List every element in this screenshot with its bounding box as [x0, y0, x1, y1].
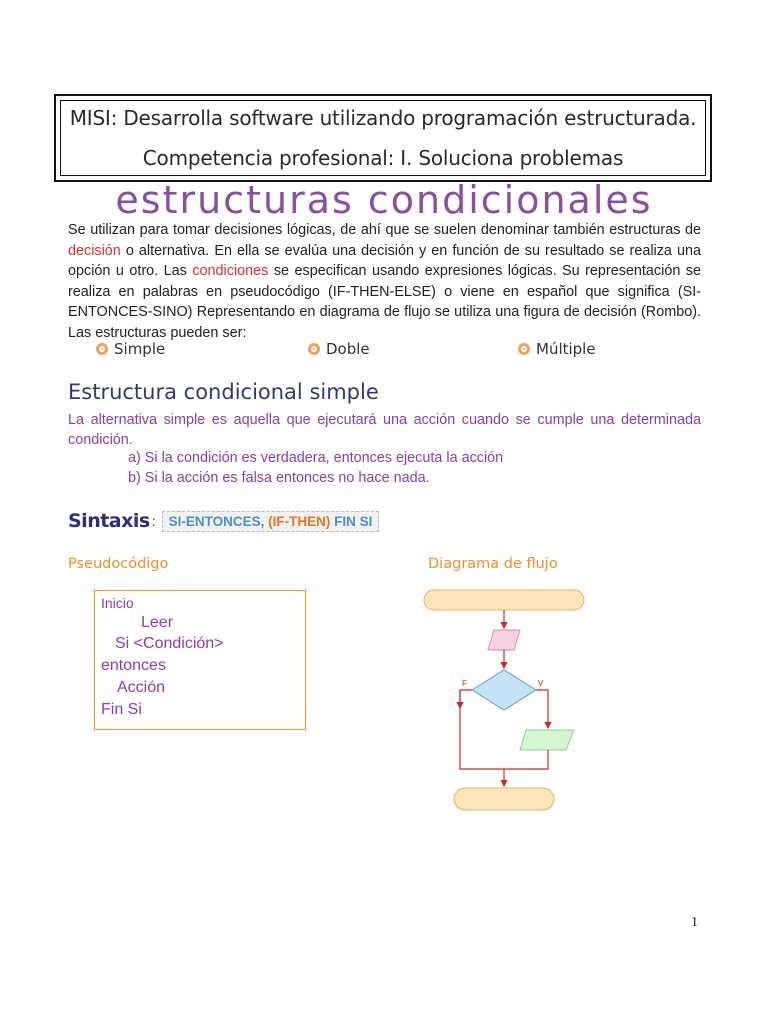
code-line: Fin Si — [101, 701, 142, 718]
syntax-if-then: (IF-THEN) — [268, 513, 331, 529]
page-title: estructuras condicionales — [115, 178, 653, 222]
sintaxis-label: Sintaxis — [68, 510, 150, 532]
intro-text-1: Se utilizan para tomar decisiones lógicas, de ahí que se suelen denominar también estructuras de — [68, 222, 701, 238]
code-line: Inicio — [101, 595, 134, 611]
false-label: F — [462, 679, 467, 688]
intro-text-3: se especifican usando expresiones lógicas. Su representación se realiza en palabras en pseudocódigo (IF-THEN-ELSE) o viene en español que significa (SI-ENTONCES-SINO) Representando en diagrama de flujo se utiliza una figura de decisión (Rombo). Las estructuras pueden ser: — [68, 263, 702, 341]
type-multiple — [518, 340, 596, 358]
true-branch-line — [536, 690, 548, 728]
type-label: Doble — [326, 340, 370, 358]
section-title: Estructura condicional simple — [68, 380, 379, 404]
type-doble — [308, 340, 370, 358]
header-competency: Competencia profesional: I. Soluciona problemas — [142, 146, 624, 170]
spiral-bullet-icon — [308, 343, 320, 355]
section-description: La alternativa simple es aquella que ejecutará una acción cuando se cumple una determinada condición. — [68, 412, 701, 448]
flowchart-title: Diagrama de flujo — [428, 556, 558, 572]
end-terminal — [454, 788, 554, 810]
code-line: entonces — [101, 657, 166, 674]
syntax-fin-si: FIN SI — [330, 513, 373, 529]
pseudocode-title: Pseudocódigo — [68, 556, 169, 572]
type-simple — [96, 340, 165, 358]
intro-paragraph — [68, 220, 701, 343]
type-label: Múltiple — [536, 340, 596, 358]
condition-list — [128, 448, 503, 488]
list-item: a) Si la condición es verdadera, entonces ejecuta la acción — [128, 450, 504, 466]
code-line: Leer — [141, 614, 174, 631]
true-return-line — [504, 750, 548, 769]
action-parallelogram — [520, 730, 574, 750]
page-number: 1 — [691, 915, 698, 930]
intro-text-2: o alternativa. En ella se evalúa una decisión y en función de su resultado se realiza una opción u otro. Las — [68, 242, 701, 279]
decision-diamond — [472, 670, 536, 710]
flowchart-diagram — [410, 586, 600, 816]
spiral-bullet-icon — [96, 343, 108, 355]
pseudocode-box — [94, 590, 306, 730]
spiral-bullet-icon — [518, 343, 530, 355]
intro-highlight-condiciones: condiciones — [192, 263, 269, 279]
intro-highlight-decision: decisión — [68, 242, 121, 259]
syntax-si-entonces: SI-ENTONCES, — [168, 513, 269, 529]
type-label: Simple — [114, 340, 166, 358]
code-line: Acción — [117, 679, 166, 696]
header-course-title: MISI: Desarrolla software utilizando programación estructurada. — [69, 106, 697, 130]
input-parallelogram — [488, 630, 520, 650]
sintaxis-colon: : — [151, 513, 156, 529]
sintaxis-row — [68, 506, 379, 536]
structure-types — [0, 340, 768, 362]
syntax-box — [162, 511, 380, 532]
header-box — [54, 94, 712, 182]
start-terminal — [424, 590, 584, 610]
list-item: b) Si la acción es falsa entonces no hace nada. — [128, 470, 430, 486]
true-label: V — [538, 679, 544, 688]
code-line: Si <Condición> — [115, 635, 224, 652]
